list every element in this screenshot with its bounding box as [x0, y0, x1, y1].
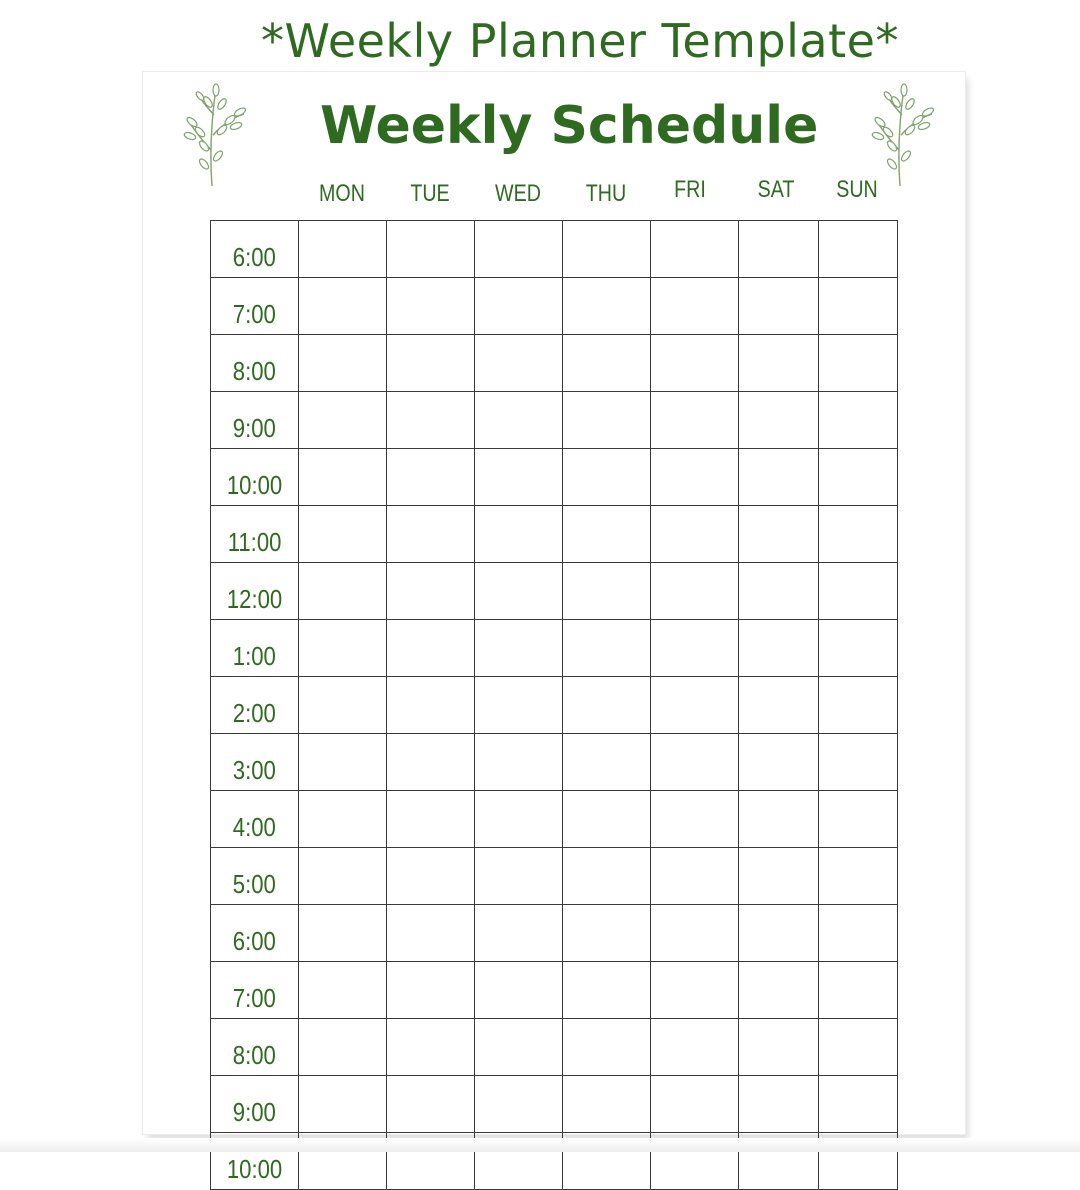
- day-header-tue: TUE: [410, 180, 450, 207]
- schedule-slot-sun[interactable]: [819, 791, 898, 848]
- schedule-slot-mon[interactable]: [299, 449, 387, 506]
- schedule-slot-sat[interactable]: [739, 449, 819, 506]
- schedule-slot-tue[interactable]: [387, 563, 475, 620]
- day-header-sun: SUN: [836, 176, 878, 203]
- schedule-slot-fri[interactable]: [651, 1019, 739, 1076]
- schedule-slot-tue[interactable]: [387, 1019, 475, 1076]
- schedule-slot-mon[interactable]: [299, 392, 387, 449]
- time-label: 2:00: [232, 698, 277, 728]
- schedule-slot-thu[interactable]: [563, 962, 651, 1019]
- schedule-slot-tue[interactable]: [387, 506, 475, 563]
- schedule-slot-wed[interactable]: [475, 848, 563, 905]
- time-label: 9:00: [232, 413, 277, 443]
- schedule-slot-tue[interactable]: [387, 677, 475, 734]
- schedule-slot-tue[interactable]: [387, 734, 475, 791]
- schedule-slot-thu[interactable]: [563, 620, 651, 677]
- schedule-slot-thu[interactable]: [563, 1019, 651, 1076]
- schedule-slot-sun[interactable]: [819, 962, 898, 1019]
- schedule-slot-wed[interactable]: [475, 335, 563, 392]
- schedule-row: [211, 563, 898, 620]
- time-label: 6:00: [232, 926, 277, 956]
- schedule-row: [211, 677, 898, 734]
- day-header-wed: WED: [495, 180, 541, 207]
- leaf-sprig-icon: [866, 80, 940, 190]
- schedule-slot-tue[interactable]: [387, 962, 475, 1019]
- time-label-cell: [211, 791, 299, 848]
- schedule-slot-sun[interactable]: [819, 278, 898, 335]
- time-label-cell: [211, 620, 299, 677]
- schedule-title: Weekly Schedule: [320, 96, 819, 156]
- schedule-slot-sun[interactable]: [819, 848, 898, 905]
- schedule-row: [211, 905, 898, 962]
- schedule-slot-thu[interactable]: [563, 734, 651, 791]
- schedule-slot-thu[interactable]: [563, 905, 651, 962]
- schedule-slot-sun[interactable]: [819, 335, 898, 392]
- schedule-slot-sat[interactable]: [739, 1076, 819, 1133]
- time-label: 7:00: [232, 983, 277, 1013]
- day-header-thu: THU: [585, 180, 627, 207]
- schedule-slot-mon[interactable]: [299, 335, 387, 392]
- schedule-slot-fri[interactable]: [651, 221, 739, 278]
- schedule-slot-mon[interactable]: [299, 791, 387, 848]
- page-header-title: *Weekly Planner Template*: [261, 14, 899, 68]
- schedule-slot-sat[interactable]: [739, 506, 819, 563]
- time-label: 10:00: [226, 470, 283, 500]
- schedule-slot-mon[interactable]: [299, 734, 387, 791]
- schedule-slot-sun[interactable]: [819, 563, 898, 620]
- schedule-row: [211, 734, 898, 791]
- schedule-slot-thu[interactable]: [563, 677, 651, 734]
- schedule-slot-tue[interactable]: [387, 905, 475, 962]
- time-label-cell: [211, 1076, 299, 1133]
- schedule-slot-fri[interactable]: [651, 563, 739, 620]
- schedule-slot-wed[interactable]: [475, 791, 563, 848]
- schedule-slot-sun[interactable]: [819, 905, 898, 962]
- schedule-slot-fri[interactable]: [651, 734, 739, 791]
- schedule-slot-sat[interactable]: [739, 734, 819, 791]
- schedule-slot-tue[interactable]: [387, 848, 475, 905]
- schedule-slot-sat[interactable]: [739, 278, 819, 335]
- page-bottom-shadow: [0, 1138, 1080, 1152]
- schedule-slot-sun[interactable]: [819, 620, 898, 677]
- time-label: 5:00: [232, 869, 277, 899]
- time-label-cell: [211, 962, 299, 1019]
- leaf-sprig-icon: [180, 80, 254, 190]
- schedule-slot-fri[interactable]: [651, 962, 739, 1019]
- schedule-slot-thu[interactable]: [563, 392, 651, 449]
- schedule-slot-fri[interactable]: [651, 848, 739, 905]
- time-label: 9:00: [232, 1097, 277, 1127]
- time-label-cell: [211, 221, 299, 278]
- schedule-slot-sat[interactable]: [739, 677, 819, 734]
- schedule-slot-mon[interactable]: [299, 1019, 387, 1076]
- schedule-grid: [210, 220, 898, 1190]
- schedule-slot-fri[interactable]: [651, 677, 739, 734]
- schedule-slot-thu[interactable]: [563, 449, 651, 506]
- schedule-slot-sat[interactable]: [739, 221, 819, 278]
- time-label-cell: [211, 734, 299, 791]
- schedule-slot-mon[interactable]: [299, 677, 387, 734]
- time-label: 11:00: [227, 527, 282, 557]
- schedule-slot-wed[interactable]: [475, 1076, 563, 1133]
- schedule-slot-fri[interactable]: [651, 392, 739, 449]
- time-label-cell: [211, 335, 299, 392]
- schedule-slot-wed[interactable]: [475, 677, 563, 734]
- schedule-slot-wed[interactable]: [475, 620, 563, 677]
- time-label-cell: [211, 563, 299, 620]
- schedule-row: [211, 1076, 898, 1133]
- schedule-slot-sat[interactable]: [739, 791, 819, 848]
- schedule-slot-sun[interactable]: [819, 221, 898, 278]
- schedule-row: [211, 791, 898, 848]
- time-label: 8:00: [232, 1040, 277, 1070]
- time-label: 7:00: [232, 299, 277, 329]
- schedule-slot-sun[interactable]: [819, 677, 898, 734]
- schedule-slot-wed[interactable]: [475, 734, 563, 791]
- schedule-slot-wed[interactable]: [475, 392, 563, 449]
- time-label-cell: [211, 677, 299, 734]
- schedule-slot-tue[interactable]: [387, 791, 475, 848]
- schedule-slot-mon[interactable]: [299, 221, 387, 278]
- schedule-slot-fri[interactable]: [651, 620, 739, 677]
- time-label-cell: [211, 449, 299, 506]
- time-label-cell: [211, 905, 299, 962]
- schedule-slot-wed[interactable]: [475, 563, 563, 620]
- schedule-grid-body: [211, 221, 898, 1190]
- time-label: 8:00: [232, 356, 277, 386]
- schedule-slot-wed[interactable]: [475, 278, 563, 335]
- schedule-slot-sun[interactable]: [819, 1076, 898, 1133]
- schedule-row: [211, 335, 898, 392]
- schedule-slot-sat[interactable]: [739, 962, 819, 1019]
- time-label-cell: [211, 848, 299, 905]
- schedule-slot-wed[interactable]: [475, 1019, 563, 1076]
- schedule-slot-wed[interactable]: [475, 506, 563, 563]
- schedule-row: [211, 506, 898, 563]
- schedule-slot-tue[interactable]: [387, 449, 475, 506]
- schedule-slot-fri[interactable]: [651, 791, 739, 848]
- schedule-slot-tue[interactable]: [387, 335, 475, 392]
- schedule-slot-thu[interactable]: [563, 335, 651, 392]
- schedule-slot-thu[interactable]: [563, 221, 651, 278]
- schedule-slot-sun[interactable]: [819, 1019, 898, 1076]
- schedule-slot-sat[interactable]: [739, 1019, 819, 1076]
- schedule-slot-mon[interactable]: [299, 848, 387, 905]
- schedule-slot-fri[interactable]: [651, 278, 739, 335]
- schedule-slot-wed[interactable]: [475, 449, 563, 506]
- schedule-slot-mon[interactable]: [299, 278, 387, 335]
- schedule-slot-thu[interactable]: [563, 563, 651, 620]
- schedule-slot-mon[interactable]: [299, 563, 387, 620]
- schedule-slot-wed[interactable]: [475, 962, 563, 1019]
- schedule-slot-thu[interactable]: [563, 278, 651, 335]
- schedule-slot-sun[interactable]: [819, 506, 898, 563]
- time-label: 3:00: [232, 755, 277, 785]
- day-header-fri: FRI: [674, 176, 706, 203]
- schedule-slot-mon[interactable]: [299, 620, 387, 677]
- schedule-slot-fri[interactable]: [651, 449, 739, 506]
- schedule-slot-sun[interactable]: [819, 449, 898, 506]
- schedule-row: [211, 392, 898, 449]
- schedule-slot-sat[interactable]: [739, 392, 819, 449]
- schedule-row: [211, 620, 898, 677]
- schedule-row: [211, 1019, 898, 1076]
- time-label: 1:00: [232, 641, 277, 671]
- schedule-slot-mon[interactable]: [299, 905, 387, 962]
- time-label: 10:00: [226, 1154, 283, 1184]
- schedule-slot-tue[interactable]: [387, 620, 475, 677]
- day-header-sat: SAT: [757, 176, 795, 203]
- time-label: 12:00: [226, 584, 283, 614]
- schedule-slot-sun[interactable]: [819, 734, 898, 791]
- schedule-slot-tue[interactable]: [387, 278, 475, 335]
- schedule-row: [211, 962, 898, 1019]
- schedule-slot-mon[interactable]: [299, 1076, 387, 1133]
- schedule-slot-thu[interactable]: [563, 506, 651, 563]
- schedule-slot-wed[interactable]: [475, 221, 563, 278]
- time-label-cell: [211, 506, 299, 563]
- schedule-slot-tue[interactable]: [387, 221, 475, 278]
- time-label: 4:00: [232, 812, 277, 842]
- time-label: 6:00: [232, 242, 277, 272]
- schedule-slot-wed[interactable]: [475, 905, 563, 962]
- schedule-slot-sat[interactable]: [739, 848, 819, 905]
- schedule-slot-fri[interactable]: [651, 506, 739, 563]
- time-label-cell: [211, 278, 299, 335]
- schedule-row: [211, 278, 898, 335]
- schedule-slot-mon[interactable]: [299, 506, 387, 563]
- schedule-slot-tue[interactable]: [387, 392, 475, 449]
- schedule-slot-mon[interactable]: [299, 962, 387, 1019]
- schedule-slot-thu[interactable]: [563, 791, 651, 848]
- schedule-slot-tue[interactable]: [387, 1076, 475, 1133]
- time-label-cell: [211, 392, 299, 449]
- schedule-row: [211, 221, 898, 278]
- schedule-slot-fri[interactable]: [651, 335, 739, 392]
- schedule-slot-thu[interactable]: [563, 848, 651, 905]
- schedule-slot-fri[interactable]: [651, 1076, 739, 1133]
- schedule-slot-thu[interactable]: [563, 1076, 651, 1133]
- time-label-cell: [211, 1019, 299, 1076]
- schedule-slot-fri[interactable]: [651, 905, 739, 962]
- day-header-mon: MON: [319, 180, 365, 207]
- schedule-slot-sat[interactable]: [739, 620, 819, 677]
- schedule-slot-sun[interactable]: [819, 392, 898, 449]
- schedule-slot-sat[interactable]: [739, 563, 819, 620]
- schedule-row: [211, 449, 898, 506]
- schedule-row: [211, 848, 898, 905]
- schedule-slot-sat[interactable]: [739, 335, 819, 392]
- schedule-slot-sat[interactable]: [739, 905, 819, 962]
